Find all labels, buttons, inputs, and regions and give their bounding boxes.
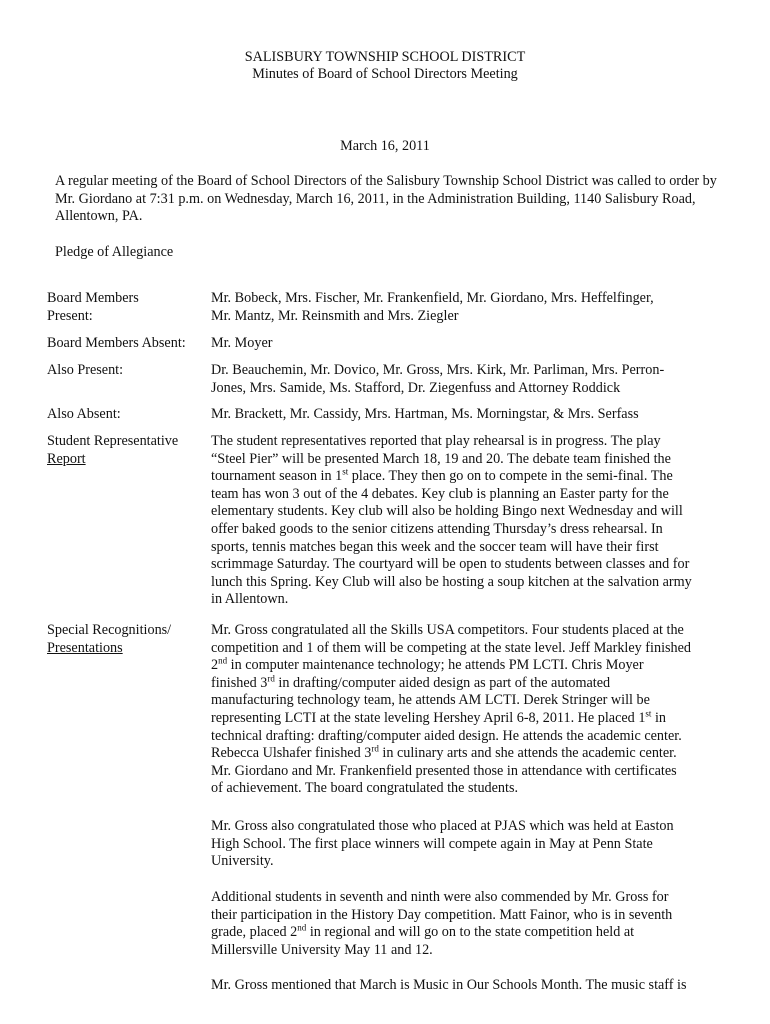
present-label-line1: Board Members (47, 290, 139, 306)
also-present-label: Also Present: (47, 362, 124, 378)
report-line: team has won 3 out of the 4 debates. Key club is planning an Easter party for the (211, 485, 669, 502)
ordinal-suffix: nd (218, 655, 228, 666)
recognition-line (211, 710, 726, 728)
student-rep-label-line2 (47, 451, 207, 469)
text-run: representing LCTI at the state leveling Hershey April 6-8, 2011. He placed 1 (211, 709, 646, 726)
recognition-line: of achievement. The board congratulated the students. (211, 780, 519, 797)
recognition-line: Mr. Gross also congratulated those who placed at PJAS which was held at Easton (211, 818, 674, 834)
recognitions-label-line1: Special Recognitions/ (47, 622, 172, 638)
report-line: elementary students. Key club will also be holding Bingo next Wednesday and will (211, 503, 683, 520)
recognitions-paragraph-1 (211, 622, 726, 798)
text-run: in drafting/computer aided design as part of the automated (274, 674, 611, 691)
student-rep-label-line1: Student Representative (47, 433, 179, 449)
document-subtitle: Minutes of Board of School Directors Meeting (252, 66, 518, 82)
text-run: Rebecca Ulshafer finished 3 (211, 745, 372, 762)
also-present-value (211, 362, 726, 397)
text-run: place. They then go on to compete in the semi-final. The (348, 468, 673, 485)
recognition-line (211, 675, 726, 693)
recognition-line: Additional students in seventh and ninth were also commended by Mr. Gross for (211, 889, 669, 905)
recognition-line: Mr. Gross congratulated all the Skills USA competitors. Four students placed at the (211, 622, 684, 638)
present-label-line2: Present: (47, 307, 93, 324)
present-line: Mr. Mantz, Mr. Reinsmith and Mrs. Ziegler (211, 307, 459, 324)
recognition-line (211, 924, 726, 942)
recognitions-paragraph-3 (211, 889, 726, 959)
ordinal-suffix: nd (297, 922, 307, 933)
absent-label: Board Members Absent: (47, 335, 186, 351)
ordinal-suffix: rd (371, 743, 379, 754)
district-title: SALISBURY TOWNSHIP SCHOOL DISTRICT (244, 49, 526, 65)
pledge-line: Pledge of Allegiance (55, 244, 174, 260)
ordinal-suffix: st (645, 708, 652, 719)
text-run: grade, placed 2 (211, 924, 298, 941)
student-rep-report (211, 433, 726, 609)
text-run: in culinary arts and she attends the academic center. (378, 745, 677, 762)
intro-paragraph: A regular meeting of the Board of School Directors of the Salisbury Township School District was called to order by Mr. Giordano at 7:31 p.m. on Wednesday, March 16, 2011, in the Administration Building, 1140 Salisbury Road, Allentown, PA. (55, 173, 717, 225)
recognition-line (211, 657, 726, 675)
present-line: Mr. Bobeck, Mrs. Fischer, Mr. Frankenfield, Mr. Giordano, Mrs. Heffelfinger, (211, 290, 654, 306)
recognitions-label (47, 622, 207, 657)
recognitions-paragraph-2 (211, 818, 726, 871)
text-run: in regional and will go on to the state competition held at (306, 924, 635, 941)
recognition-line: their participation in the History Day competition. Matt Fainor, who is in seventh (211, 906, 673, 923)
absent-value: Mr. Moyer (211, 335, 273, 351)
recognitions-label-line2 (47, 640, 207, 658)
also-present-line: Dr. Beauchemin, Mr. Dovico, Mr. Gross, Mrs. Kirk, Mr. Parliman, Mrs. Perron- (211, 362, 665, 378)
recognitions-paragraph-4 (211, 977, 726, 995)
recognition-line: competition and 1 of them will be competing at the state level. Jeff Markley finished (211, 639, 692, 656)
recognition-line: Mr. Gross mentioned that March is Music in Our Schools Month. The music staff is (211, 977, 687, 993)
recognitions-label-text: Presentations (47, 639, 123, 656)
meeting-date: March 16, 2011 (340, 138, 430, 154)
also-absent-label: Also Absent: (47, 406, 121, 422)
report-line: The student representatives reported that play rehearsal is in progress. The play (211, 433, 661, 449)
ordinal-suffix: rd (267, 673, 275, 684)
recognition-line: University. (211, 853, 274, 870)
also-absent-value: Mr. Brackett, Mr. Cassidy, Mrs. Hartman, Ms. Morningstar, & Mrs. Serfass (211, 406, 639, 422)
present-label (47, 290, 207, 325)
report-line: in Allentown. (211, 591, 289, 608)
recognition-line: Millersville University May 11 and 12. (211, 941, 433, 958)
recognition-line: High School. The first place winners will compete again in May at Penn State (211, 835, 653, 852)
report-line: “Steel Pier” will be presented March 18, 19 and 20. The debate team finished the (211, 450, 671, 467)
ordinal-suffix: st (342, 466, 349, 477)
report-line: sports, tennis matches began this week and the soccer team will have their first (211, 538, 659, 555)
text-run: tournament season in 1 (211, 468, 343, 485)
recognition-line: technical drafting: drafting/computer aided design. He attends the academic center. (211, 727, 682, 744)
text-run: in (651, 709, 667, 726)
recognition-line (211, 745, 726, 763)
text-run: finished 3 (211, 674, 268, 691)
student-rep-label-text: Report (47, 450, 86, 467)
report-line (211, 468, 726, 486)
also-present-line: Jones, Mrs. Samide, Ms. Stafford, Dr. Ziegenfuss and Attorney Roddick (211, 379, 621, 396)
recognition-line: manufacturing technology team, he attends AM LCTI. Derek Stringer will be (211, 692, 650, 709)
report-line: scrimmage Saturday. The courtyard will be open to students between classes and for (211, 556, 690, 573)
student-rep-label (47, 433, 207, 468)
present-value (211, 290, 726, 325)
text-run: 2 (211, 657, 219, 674)
text-run: in computer maintenance technology; he attends PM LCTI. Chris Moyer (227, 657, 644, 674)
report-line: offer baked goods to the senior citizens attending Thursday’s dress rehearsal. In (211, 520, 663, 537)
recognition-line: Mr. Giordano and Mr. Frankenfield presented those in attendance with certificates (211, 762, 677, 779)
report-line: lunch this Spring. Key Club will also be hosting a soup kitchen at the salvation army (211, 573, 692, 590)
